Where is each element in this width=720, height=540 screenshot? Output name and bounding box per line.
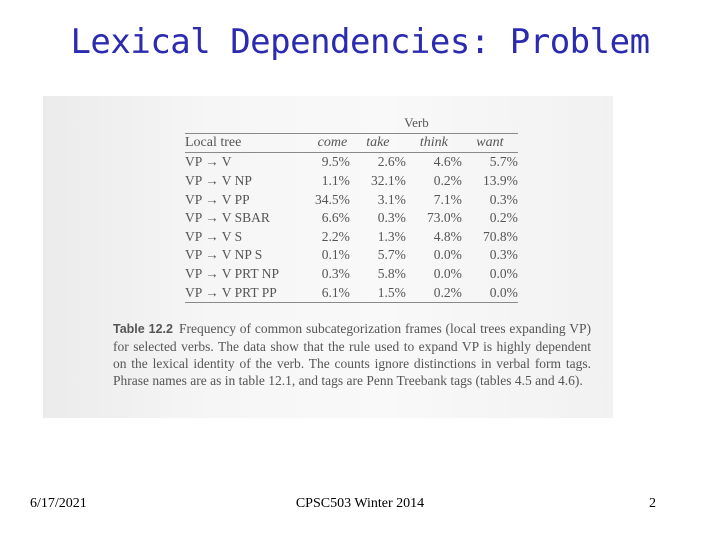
- rule-cell: VP → V PRT NP: [185, 266, 279, 282]
- table-row: [185, 190, 518, 209]
- value-cell: 6.6%: [321, 210, 350, 226]
- rule-cell: VP → V S: [185, 228, 243, 244]
- subcategorization-frequency-table: [185, 114, 518, 303]
- table-row: [185, 265, 518, 284]
- verb-group-header: Verb: [404, 115, 429, 131]
- table-caption-text: Frequency of common subcategorization frames (local trees expanding VP) for selected verbs. The data show that the rule used to expand VP is highly dependent on the lexical identity of the verb. The counts ignore distinctions in verbal form tags. Phrase names are as in table 12.1, and tags are Penn Treebank tags (tables 4.5 and 4.6).: [113, 321, 591, 388]
- rule-cell: VP → V NP: [185, 173, 252, 189]
- table-row: [185, 228, 518, 247]
- value-cell: 7.1%: [433, 191, 462, 207]
- frequency-table-block: [185, 114, 595, 303]
- value-cell: 1.3%: [377, 228, 406, 244]
- footer-page-number: 2: [649, 496, 656, 511]
- value-cell: 0.2%: [433, 173, 462, 189]
- value-cell: 0.3%: [377, 210, 406, 226]
- value-cell: 1.1%: [321, 173, 350, 189]
- value-cell: 6.1%: [315, 283, 350, 302]
- value-cell: 4.8%: [433, 228, 462, 244]
- slide-title: Lexical Dependencies: Problem: [70, 22, 650, 62]
- value-cell: 13.9%: [483, 173, 518, 189]
- table-row: [185, 172, 518, 191]
- value-cell: 0.3%: [489, 191, 518, 207]
- value-cell: 0.0%: [489, 266, 518, 282]
- verb-header-come: come: [315, 133, 350, 153]
- value-cell: 0.3%: [489, 247, 518, 263]
- rule-cell: VP → V PRT PP: [185, 283, 315, 302]
- value-cell: 5.7%: [489, 154, 518, 170]
- scanned-table-image: [43, 96, 613, 418]
- value-cell: 32.1%: [371, 173, 406, 189]
- value-cell: 34.5%: [315, 191, 350, 207]
- table-caption-label: Table 12.2: [113, 322, 173, 336]
- table-row: [185, 246, 518, 265]
- value-cell: 0.1%: [321, 247, 350, 263]
- table-caption: [113, 320, 591, 389]
- table-row: [185, 283, 518, 302]
- column-header-row: [185, 133, 518, 153]
- value-cell: 1.5%: [350, 283, 406, 302]
- rule-cell: VP → V PP: [185, 191, 250, 207]
- value-cell: 5.7%: [377, 247, 406, 263]
- footer-date: 6/17/2021: [30, 496, 87, 511]
- value-cell: 9.5%: [321, 154, 350, 170]
- rule-cell: VP → V SBAR: [185, 210, 270, 226]
- value-cell: 0.0%: [433, 266, 462, 282]
- local-tree-header: Local tree: [185, 133, 315, 153]
- value-cell: 2.2%: [321, 228, 350, 244]
- table-row: [185, 153, 518, 172]
- value-cell: 0.0%: [462, 283, 518, 302]
- verb-group-header-row: [185, 114, 518, 133]
- verb-header-think: think: [406, 133, 462, 153]
- verb-header-take: take: [350, 133, 406, 153]
- footer-course: CPSC503 Winter 2014: [295, 496, 425, 511]
- value-cell: 0.2%: [406, 283, 462, 302]
- value-cell: 5.8%: [377, 266, 406, 282]
- verb-header-want: want: [462, 133, 518, 153]
- value-cell: 0.3%: [321, 266, 350, 282]
- value-cell: 2.6%: [377, 154, 406, 170]
- value-cell: 0.2%: [489, 210, 518, 226]
- value-cell: 70.8%: [483, 228, 518, 244]
- value-cell: 0.0%: [433, 247, 462, 263]
- rule-cell: VP → V: [185, 154, 232, 170]
- rule-cell: VP → V NP S: [185, 247, 263, 263]
- table-row: [185, 209, 518, 228]
- value-cell: 3.1%: [377, 191, 406, 207]
- value-cell: 73.0%: [427, 210, 462, 226]
- value-cell: 4.6%: [433, 154, 462, 170]
